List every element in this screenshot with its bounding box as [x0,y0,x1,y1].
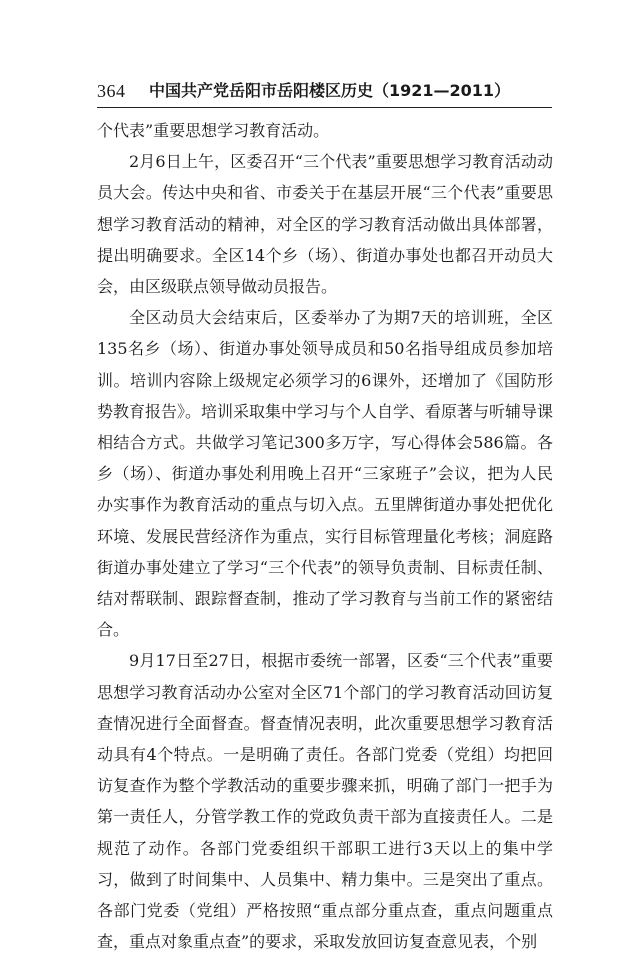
page-number: 364 [97,81,126,101]
body-text [97,115,553,957]
paragraph-inspection: 9月17日至27日，根据市委统一部署，区委“三个代表”重要思想学习教育活动办公室对全区71个部门的学习教育活动回访复查情况进行全面督查。督查情况表明，此次重要思想学习教育活动具有4个特点。一是明确了责任。各部门党委（党组）均把回访复查作为整个学教活动的重要步骤来抓，明确了部门一把手为第一责任人，分管学教工作的党政负责干部为直接责任人。二是规范了动作。各部门党委组织干部职工进行3天以上的集中学习，做到了时间集中、人员集中、精力集中。三是突出了重点。各部门党委（党组）严格按照“重点部分重点查，重点问题重点查，重点对象重点查”的要求，采取发放回访复查意见表，个别 [97,651,553,952]
paragraph-training-class: 全区动员大会结束后，区委举办了为期7天的培训班，全区135名乡（场）、街道办事处领导成员和50名指导组成员参加培训。培训内容除上级规定必须学习的6课外，还增加了《国防形势教育报告》。培训采取集中学习与个人自学、看原著与听辅导课相结合方式。共做学习笔记300多万字，写心得体会586篇。各乡（场）、街道办事处利用晚上召开“三家班子”会议，把为人民办实事作为教育活动的重点与切入点。五里牌街道办事处把优化环境、发展民营经济作为重点，实行目标管理量化考核；洞庭路街道办事处建立了学习“三个代表”的领导负责制、目标责任制、结对帮联制、跟踪督查制，推动了学习教育与当前工作的紧密结合。 [97,308,554,640]
running-header [97,80,552,110]
book-title: 中国共产党岳阳市岳阳楼区历史（1921—2011） [149,81,511,100]
header-rule [97,107,552,108]
paragraph-mobilization-meeting: 2月6日上午，区委召开“三个代表”重要思想学习教育活动动员大会。传达中央和省、市委关于在基层开展“三个代表”重要思想学习教育活动的精神，对全区的学习教育活动做出具体部署，提出明确要求。全区14个乡（场）、街道办事处也都召开动员大会，由区级联点领导做动员报告。 [97,152,553,297]
paragraph-continuation: 个代表”重要思想学习教育活动。 [97,121,330,140]
